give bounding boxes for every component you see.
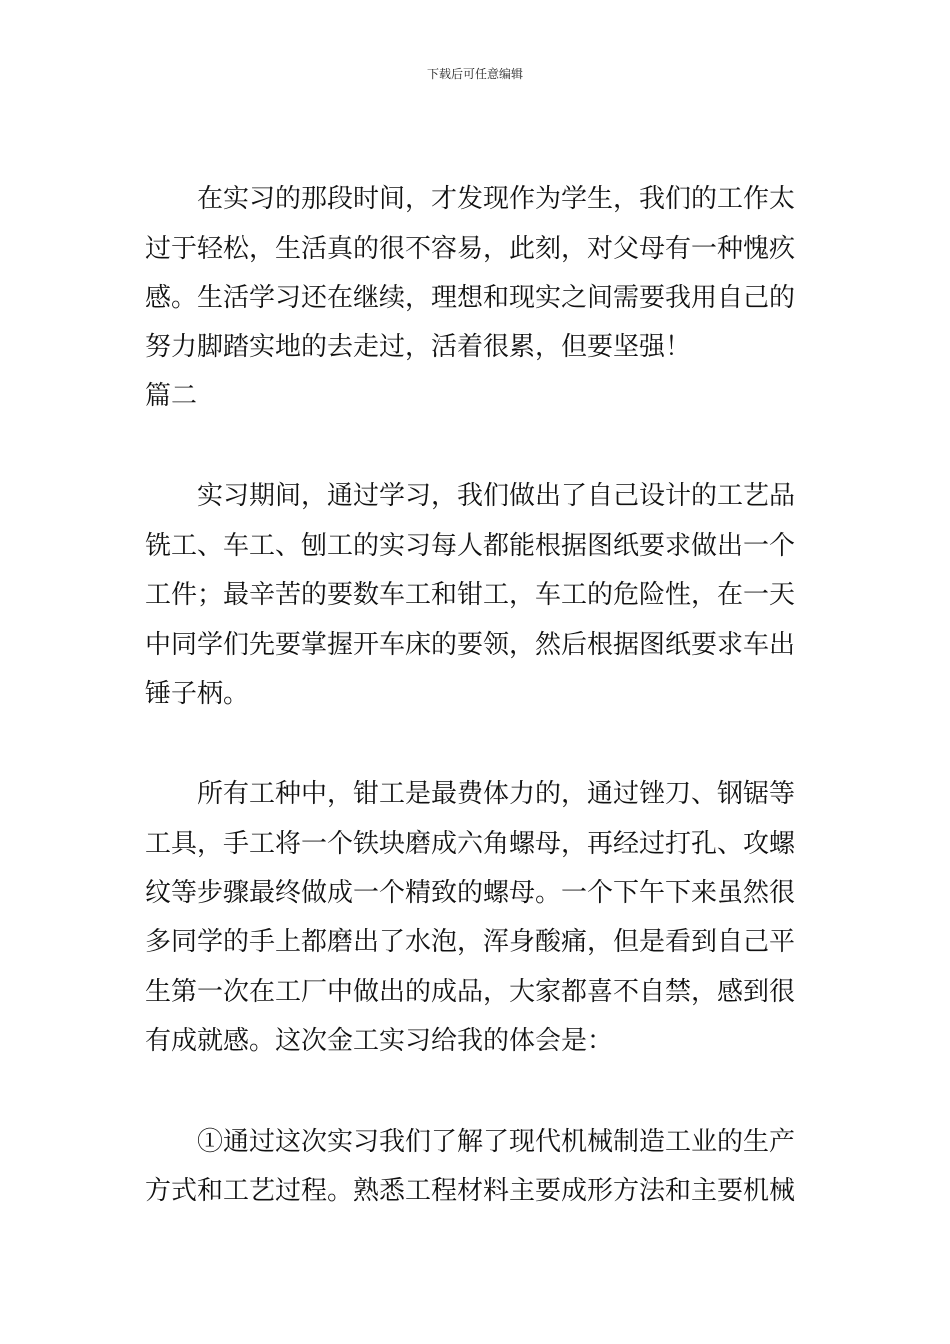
paragraph-line: 中同学们先要掌握开车床的要领，然后根据图纸要求车出: [145, 630, 796, 660]
paragraph-line: 实习期间，通过学习，我们做出了自己设计的工艺品: [145, 481, 796, 511]
paragraph-line: 工件；最辛苦的要数车工和钳工，车工的危险性，在一天: [145, 580, 796, 610]
paragraph-line: 生第一次在工厂中做出的成品，大家都喜不自禁，感到很: [145, 977, 796, 1007]
paragraph-line: 纹等步骤最终做成一个精致的螺母。一个下午下来虽然很: [145, 878, 796, 908]
paragraph-line: 方式和工艺过程。熟悉工程材料主要成形方法和主要机械: [145, 1176, 796, 1206]
paragraph-line: 努力脚踏实地的去走过，活着很累，但要坚强！: [145, 332, 692, 362]
paragraph-line: 铣工、车工、刨工的实习每人都能根据图纸要求做出一个: [145, 531, 796, 561]
paragraph-line: 锤子柄。: [145, 679, 250, 709]
paragraph-line: 过于轻松，生活真的很不容易，此刻，对父母有一种愧疚: [145, 234, 796, 264]
section-heading: 篇二: [145, 381, 198, 411]
paragraph-line: 感。生活学习还在继续，理想和现实之间需要我用自己的: [145, 283, 796, 313]
paragraph-line: ①通过这次实习我们了解了现代机械制造工业的生产: [145, 1127, 796, 1157]
page-header: 下载后可任意编辑: [426, 67, 523, 81]
paragraph-line: 有成就感。这次金工实习给我的体会是：: [145, 1026, 614, 1056]
paragraph-line: 在实习的那段时间，才发现作为学生，我们的工作太: [145, 184, 796, 214]
paragraph-line: 所有工种中，钳工是最费体力的，通过锉刀、钢锯等: [145, 779, 796, 809]
paragraph-line: 工具，手工将一个铁块磨成六角螺母，再经过打孔、攻螺: [145, 829, 796, 859]
paragraph-line: 多同学的手上都磨出了水泡，浑身酸痛，但是看到自己平: [145, 927, 796, 957]
